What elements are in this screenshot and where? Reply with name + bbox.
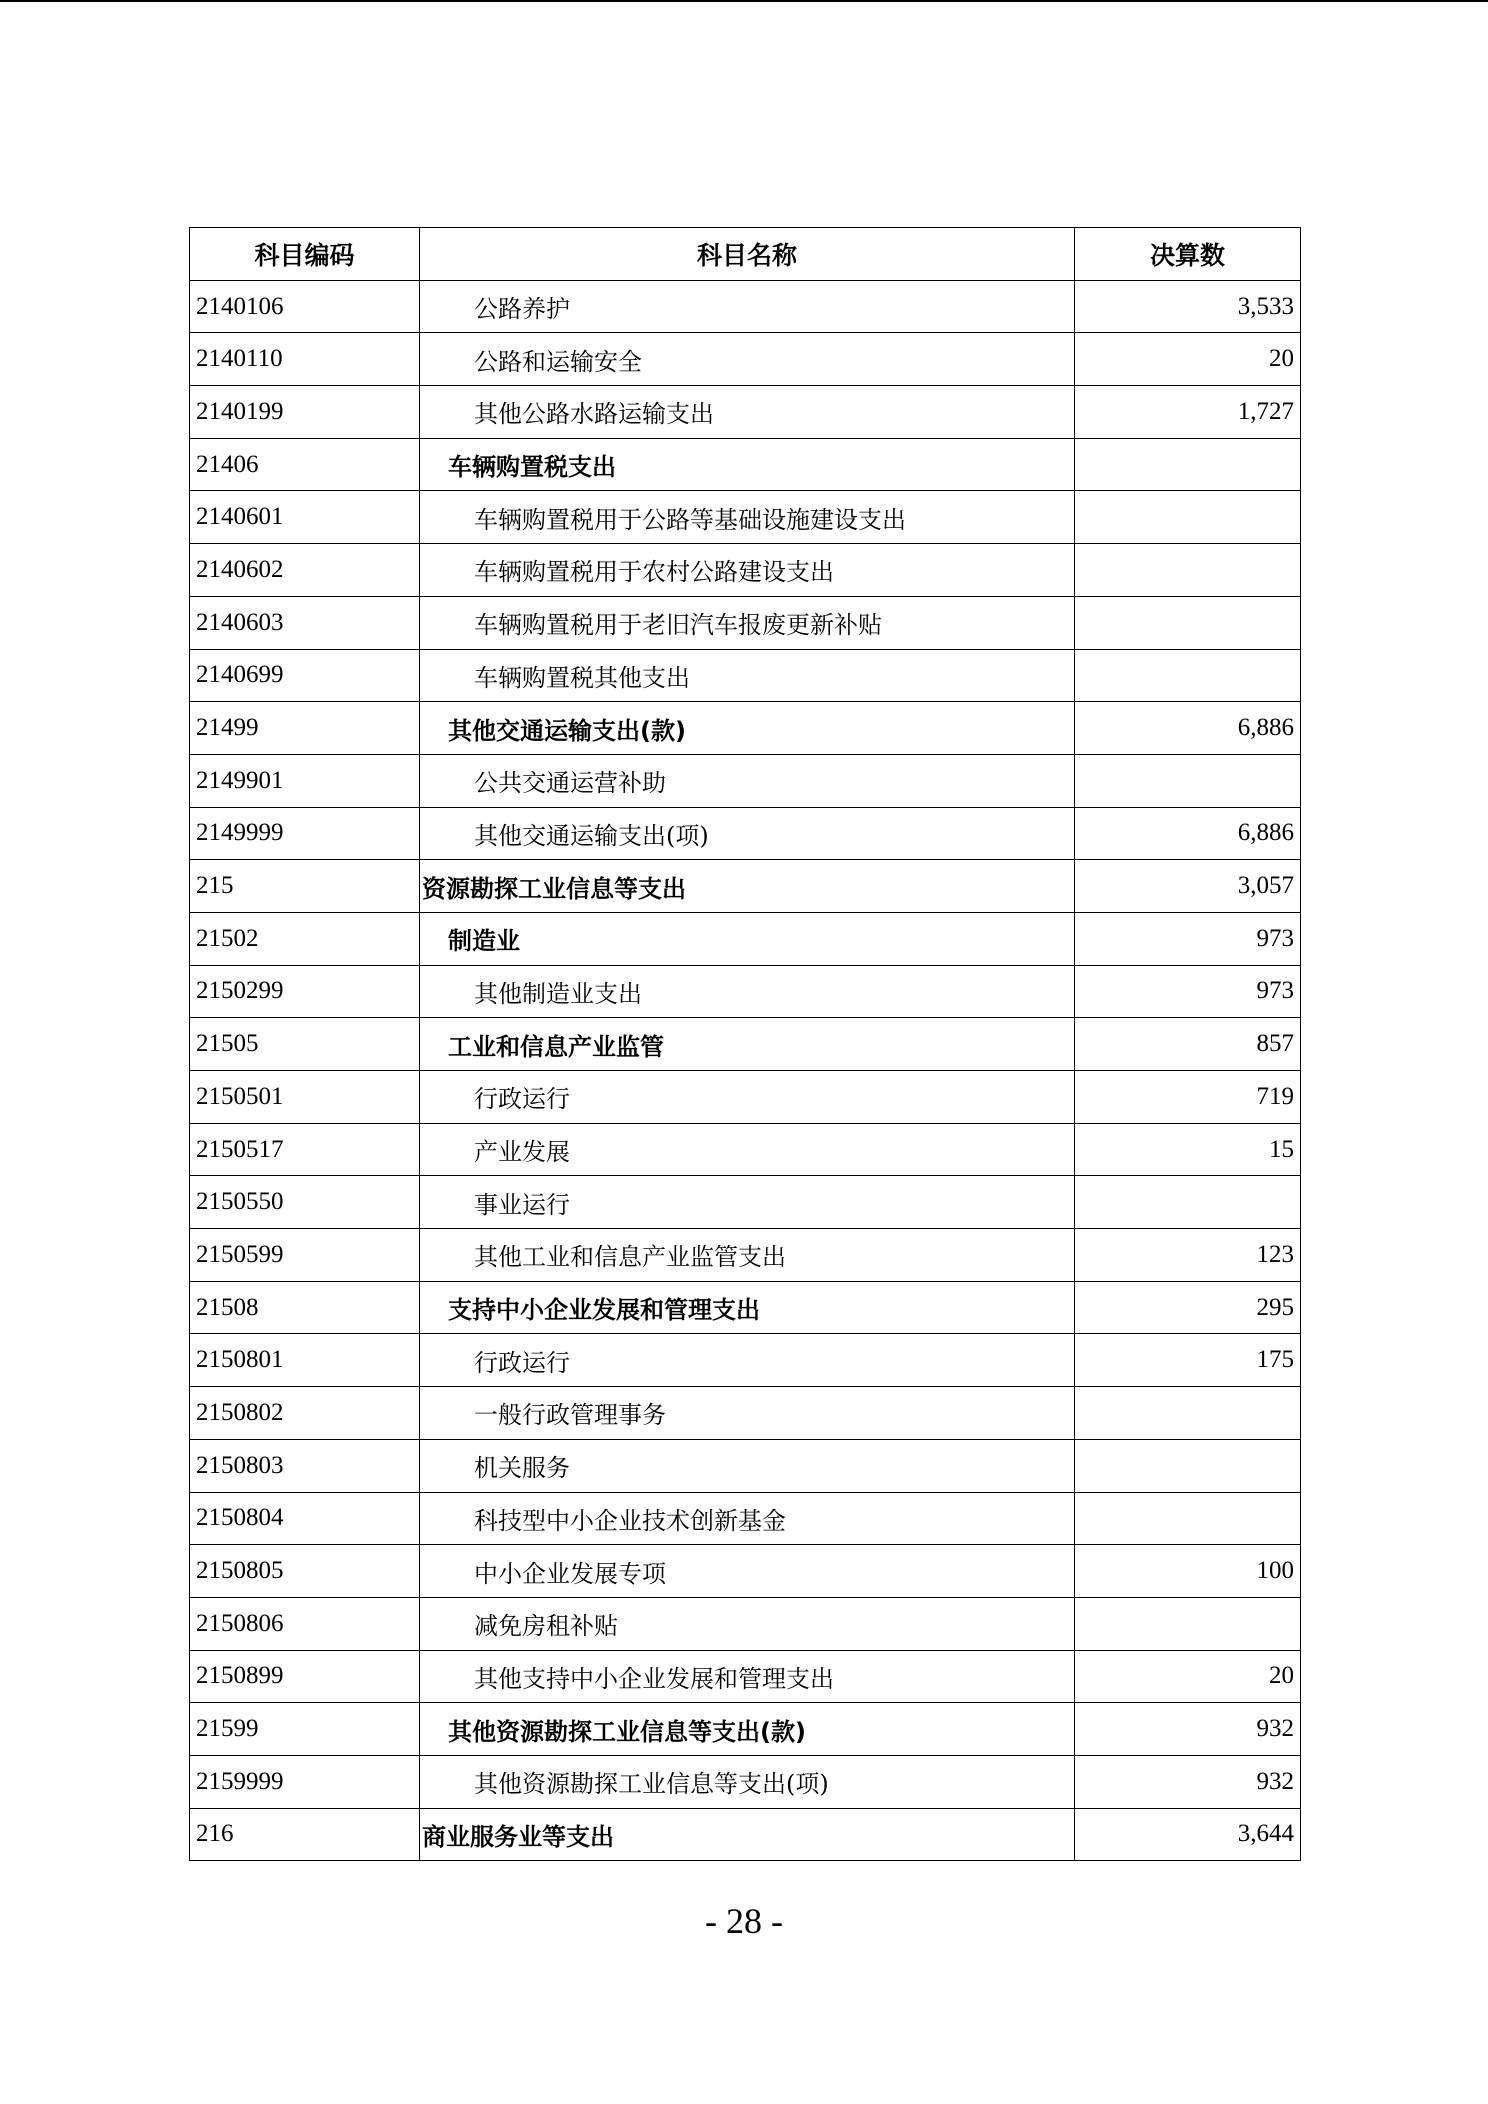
row-name: 车辆购置税用于老旧汽车报废更新补贴 bbox=[420, 596, 1075, 649]
row-amount bbox=[1075, 1439, 1301, 1492]
row-code: 2150599 bbox=[190, 1229, 420, 1282]
row-name: 其他公路水路运输支出 bbox=[420, 386, 1075, 439]
row-code: 2150801 bbox=[190, 1334, 420, 1387]
row-code: 2140106 bbox=[190, 280, 420, 333]
header-amount: 决算数 bbox=[1075, 228, 1301, 281]
row-amount bbox=[1075, 596, 1301, 649]
row-amount: 3,533 bbox=[1075, 280, 1301, 333]
table-row bbox=[190, 702, 1301, 755]
row-code: 2150501 bbox=[190, 1071, 420, 1124]
row-name: 公路和运输安全 bbox=[420, 333, 1075, 386]
table-row bbox=[190, 649, 1301, 702]
row-name: 科技型中小企业技术创新基金 bbox=[420, 1492, 1075, 1545]
row-name: 其他支持中小企业发展和管理支出 bbox=[420, 1650, 1075, 1703]
header-code: 科目编码 bbox=[190, 228, 420, 281]
table-row bbox=[190, 491, 1301, 544]
row-amount: 973 bbox=[1075, 965, 1301, 1018]
table-row bbox=[190, 1492, 1301, 1545]
row-name: 行政运行 bbox=[420, 1071, 1075, 1124]
table-header-row bbox=[190, 228, 1301, 281]
row-name: 其他工业和信息产业监管支出 bbox=[420, 1229, 1075, 1282]
row-amount bbox=[1075, 491, 1301, 544]
row-code: 21502 bbox=[190, 912, 420, 965]
row-code: 21508 bbox=[190, 1281, 420, 1334]
row-name: 中小企业发展专项 bbox=[420, 1545, 1075, 1598]
row-code: 21406 bbox=[190, 438, 420, 491]
table-row bbox=[190, 1597, 1301, 1650]
row-name: 工业和信息产业监管 bbox=[420, 1018, 1075, 1071]
row-amount bbox=[1075, 1597, 1301, 1650]
row-amount: 973 bbox=[1075, 912, 1301, 965]
table-row bbox=[190, 1071, 1301, 1124]
table-row bbox=[190, 544, 1301, 597]
row-code: 21599 bbox=[190, 1703, 420, 1756]
table-row bbox=[190, 1123, 1301, 1176]
row-name: 商业服务业等支出 bbox=[420, 1808, 1075, 1861]
row-name: 车辆购置税用于农村公路建设支出 bbox=[420, 544, 1075, 597]
row-amount: 1,727 bbox=[1075, 386, 1301, 439]
row-name: 其他资源勘探工业信息等支出(款) bbox=[420, 1703, 1075, 1756]
row-name: 其他交通运输支出(款) bbox=[420, 702, 1075, 755]
table-row bbox=[190, 860, 1301, 913]
row-code: 2140699 bbox=[190, 649, 420, 702]
row-name: 公共交通运营补助 bbox=[420, 754, 1075, 807]
table-row bbox=[190, 1176, 1301, 1229]
row-code: 216 bbox=[190, 1808, 420, 1861]
row-code: 21505 bbox=[190, 1018, 420, 1071]
row-amount: 932 bbox=[1075, 1703, 1301, 1756]
row-name: 事业运行 bbox=[420, 1176, 1075, 1229]
row-amount: 123 bbox=[1075, 1229, 1301, 1282]
row-amount: 20 bbox=[1075, 1650, 1301, 1703]
row-amount: 100 bbox=[1075, 1545, 1301, 1598]
table-row bbox=[190, 912, 1301, 965]
row-amount: 932 bbox=[1075, 1755, 1301, 1808]
row-code: 2150550 bbox=[190, 1176, 420, 1229]
row-amount: 15 bbox=[1075, 1123, 1301, 1176]
page-top-border bbox=[0, 0, 1488, 2]
row-code: 2150806 bbox=[190, 1597, 420, 1650]
header-name: 科目名称 bbox=[420, 228, 1075, 281]
row-code: 2140601 bbox=[190, 491, 420, 544]
table-row bbox=[190, 438, 1301, 491]
row-code: 2150517 bbox=[190, 1123, 420, 1176]
row-amount: 20 bbox=[1075, 333, 1301, 386]
row-amount bbox=[1075, 1492, 1301, 1545]
table-row bbox=[190, 280, 1301, 333]
row-name: 支持中小企业发展和管理支出 bbox=[420, 1281, 1075, 1334]
row-amount bbox=[1075, 1176, 1301, 1229]
row-name: 其他资源勘探工业信息等支出(项) bbox=[420, 1755, 1075, 1808]
row-amount: 857 bbox=[1075, 1018, 1301, 1071]
row-code: 21499 bbox=[190, 702, 420, 755]
table-row bbox=[190, 1439, 1301, 1492]
table-row bbox=[190, 1808, 1301, 1861]
row-name: 一般行政管理事务 bbox=[420, 1387, 1075, 1440]
budget-table bbox=[189, 227, 1301, 1861]
row-name: 车辆购置税用于公路等基础设施建设支出 bbox=[420, 491, 1075, 544]
row-name: 机关服务 bbox=[420, 1439, 1075, 1492]
row-name: 减免房租补贴 bbox=[420, 1597, 1075, 1650]
table-row bbox=[190, 754, 1301, 807]
table-row bbox=[190, 1703, 1301, 1756]
row-code: 2150899 bbox=[190, 1650, 420, 1703]
page-number: - 28 - bbox=[705, 1901, 783, 1941]
row-code: 2150299 bbox=[190, 965, 420, 1018]
row-amount bbox=[1075, 649, 1301, 702]
table-body bbox=[190, 280, 1301, 1861]
row-amount: 6,886 bbox=[1075, 702, 1301, 755]
row-amount bbox=[1075, 544, 1301, 597]
table-row bbox=[190, 1650, 1301, 1703]
row-code: 215 bbox=[190, 860, 420, 913]
table-row bbox=[190, 807, 1301, 860]
row-name: 制造业 bbox=[420, 912, 1075, 965]
row-name: 车辆购置税支出 bbox=[420, 438, 1075, 491]
table-row bbox=[190, 1281, 1301, 1334]
row-code: 2150804 bbox=[190, 1492, 420, 1545]
table-row bbox=[190, 1755, 1301, 1808]
table-row bbox=[190, 386, 1301, 439]
row-code: 2140603 bbox=[190, 596, 420, 649]
row-name: 资源勘探工业信息等支出 bbox=[420, 860, 1075, 913]
row-amount: 719 bbox=[1075, 1071, 1301, 1124]
row-amount bbox=[1075, 1387, 1301, 1440]
row-name: 其他制造业支出 bbox=[420, 965, 1075, 1018]
row-code: 2150805 bbox=[190, 1545, 420, 1598]
row-code: 2159999 bbox=[190, 1755, 420, 1808]
row-name: 产业发展 bbox=[420, 1123, 1075, 1176]
row-code: 2150803 bbox=[190, 1439, 420, 1492]
row-code: 2149901 bbox=[190, 754, 420, 807]
row-name: 公路养护 bbox=[420, 280, 1075, 333]
table-row bbox=[190, 965, 1301, 1018]
table-row bbox=[190, 1387, 1301, 1440]
row-code: 2140110 bbox=[190, 333, 420, 386]
row-code: 2150802 bbox=[190, 1387, 420, 1440]
table-row bbox=[190, 1334, 1301, 1387]
row-name: 车辆购置税其他支出 bbox=[420, 649, 1075, 702]
table-row bbox=[190, 596, 1301, 649]
row-name: 其他交通运输支出(项) bbox=[420, 807, 1075, 860]
row-amount: 6,886 bbox=[1075, 807, 1301, 860]
row-amount: 3,644 bbox=[1075, 1808, 1301, 1861]
row-amount: 175 bbox=[1075, 1334, 1301, 1387]
table-row bbox=[190, 1545, 1301, 1598]
row-code: 2140199 bbox=[190, 386, 420, 439]
table-row bbox=[190, 333, 1301, 386]
row-amount bbox=[1075, 754, 1301, 807]
table-row bbox=[190, 1229, 1301, 1282]
row-code: 2140602 bbox=[190, 544, 420, 597]
row-name: 行政运行 bbox=[420, 1334, 1075, 1387]
row-amount bbox=[1075, 438, 1301, 491]
row-amount: 3,057 bbox=[1075, 860, 1301, 913]
row-code: 2149999 bbox=[190, 807, 420, 860]
row-amount: 295 bbox=[1075, 1281, 1301, 1334]
table-row bbox=[190, 1018, 1301, 1071]
